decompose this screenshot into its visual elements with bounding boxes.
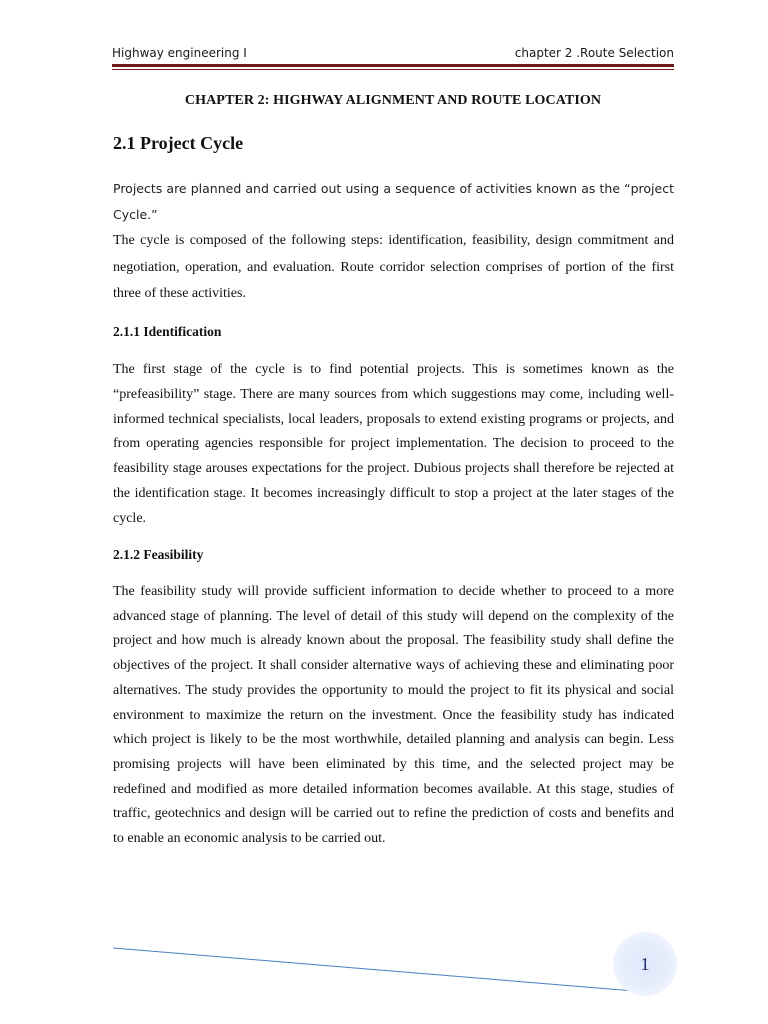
identification-heading: 2.1.1 Identification <box>113 324 222 339</box>
feasibility-heading: 2.1.2 Feasibility <box>113 547 204 562</box>
header-chapter-title: chapter 2 .Route Selection <box>514 46 674 60</box>
chapter-title: CHAPTER 2: HIGHWAY ALIGNMENT AND ROUTE LOCATION <box>184 93 602 108</box>
intro-paragraph: Projects are planned and carried out using a sequence of activities known as the “project Cycle.” <box>113 181 674 222</box>
identification-paragraph: The first stage of the cycle is to find potential projects. This is sometimes known as the “prefeasibility” stage. There are many sources from which suggestions may come, including well-informed technical specialists, local leaders, proposals to extend existing programs or projects, and from operating agencies responsible for project implementation. The decision to proceed to the feasibility stage arouses expectations for the project. Dubious projects shall therefore be rejected at the identification stage. It becomes increasingly difficult to stop a project at the later stages of the cycle. <box>113 362 674 526</box>
header-course-title: Highway engineering I <box>112 46 247 60</box>
feasibility-paragraph: The feasibility study will provide sufficient information to decide whether to proceed to a more advanced stage of planning. The level of detail of this study will depend on the complexity of the project and how much is already known about the proposal. The feasibility study shall define the objectives of the project. It shall consider alternative ways of achieving these and eliminating poor alternatives. The study provides the opportunity to mould the project to fit its physical and social environment to maximize the return on the investment. Once the feasibility study has indicated which project is likely to be the most worthwhile, detailed planning and analysis can begin. Less promising projects will have been eliminated by this time, and the selected project may be redefined and modified as more detailed information becomes available. At this stage, studies of traffic, geotechnics and design will be carried out to refine the prediction of costs and benefits and to enable an economic analysis to be carried out. <box>113 584 674 847</box>
footer-rule-line <box>113 948 634 991</box>
page-number-badge <box>613 932 677 996</box>
page-number: 1 <box>640 953 650 974</box>
cycle-steps-paragraph: The cycle is composed of the following steps: identification, feasibility, design commitment and negotiation, operation, and evaluation. Route corridor selection comprises of portion of the first three of these activities. <box>113 233 674 301</box>
section-title: 2.1 Project Cycle <box>113 133 244 153</box>
